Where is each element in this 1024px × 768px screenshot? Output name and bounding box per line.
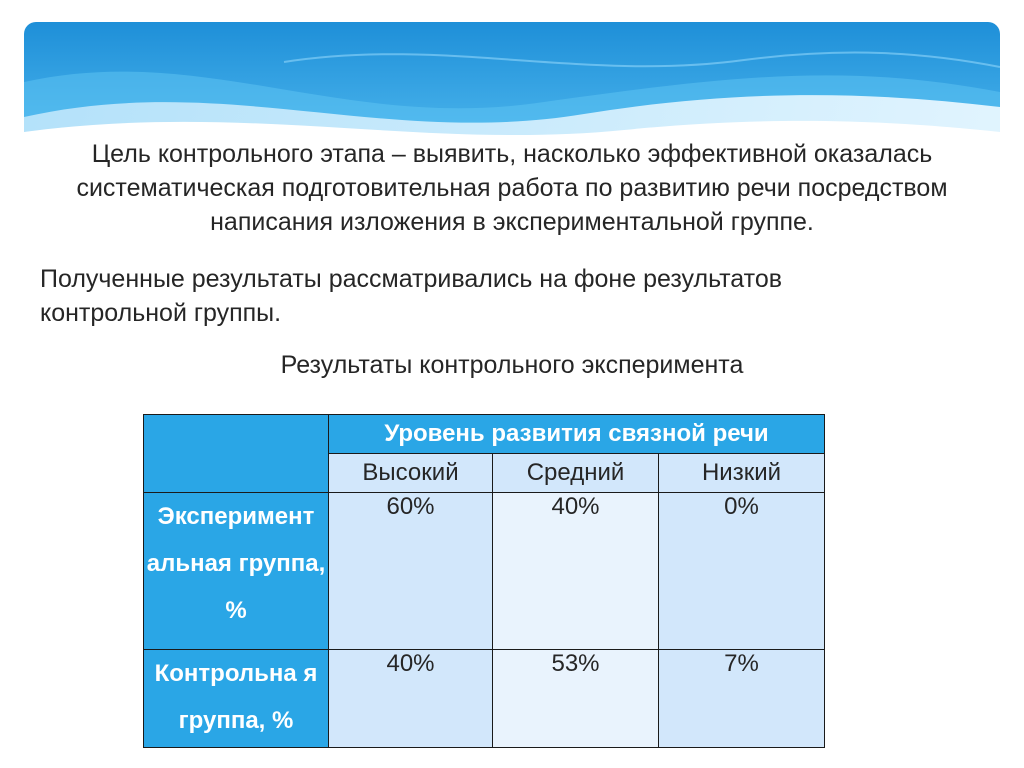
table-row	[144, 650, 825, 748]
value-experimental-medium: 40%	[493, 493, 659, 650]
column-header-low: Низкий	[659, 454, 825, 493]
value-experimental-high: 60%	[329, 493, 493, 650]
value-control-low: 7%	[659, 650, 825, 748]
column-header-medium: Средний	[493, 454, 659, 493]
value-control-medium: 53%	[493, 650, 659, 748]
table-row	[144, 493, 825, 650]
table-corner-cell	[144, 415, 329, 493]
value-control-high: 40%	[329, 650, 493, 748]
results-note-paragraph: Полученные результаты рассматривались на фоне результатов контрольной группы.	[40, 265, 783, 327]
row-label-control: Контрольна я группа, %	[144, 650, 329, 748]
value-experimental-low: 0%	[659, 493, 825, 650]
group-header: Уровень развития связной речи	[329, 415, 825, 454]
goal-paragraph: Цель контрольного этапа – выявить, насколько эффективной оказалась систематическая подготовительная работа по развитию речи посредством написания изложения в экспериментальной группе.	[76, 140, 948, 236]
header-wave-banner	[24, 22, 1000, 152]
column-header-high: Высокий	[329, 454, 493, 493]
table-title: Результаты контрольного эксперимента	[280, 351, 744, 379]
row-label-experimental: Эксперимент альная группа, %	[144, 493, 329, 650]
results-table	[143, 414, 825, 748]
